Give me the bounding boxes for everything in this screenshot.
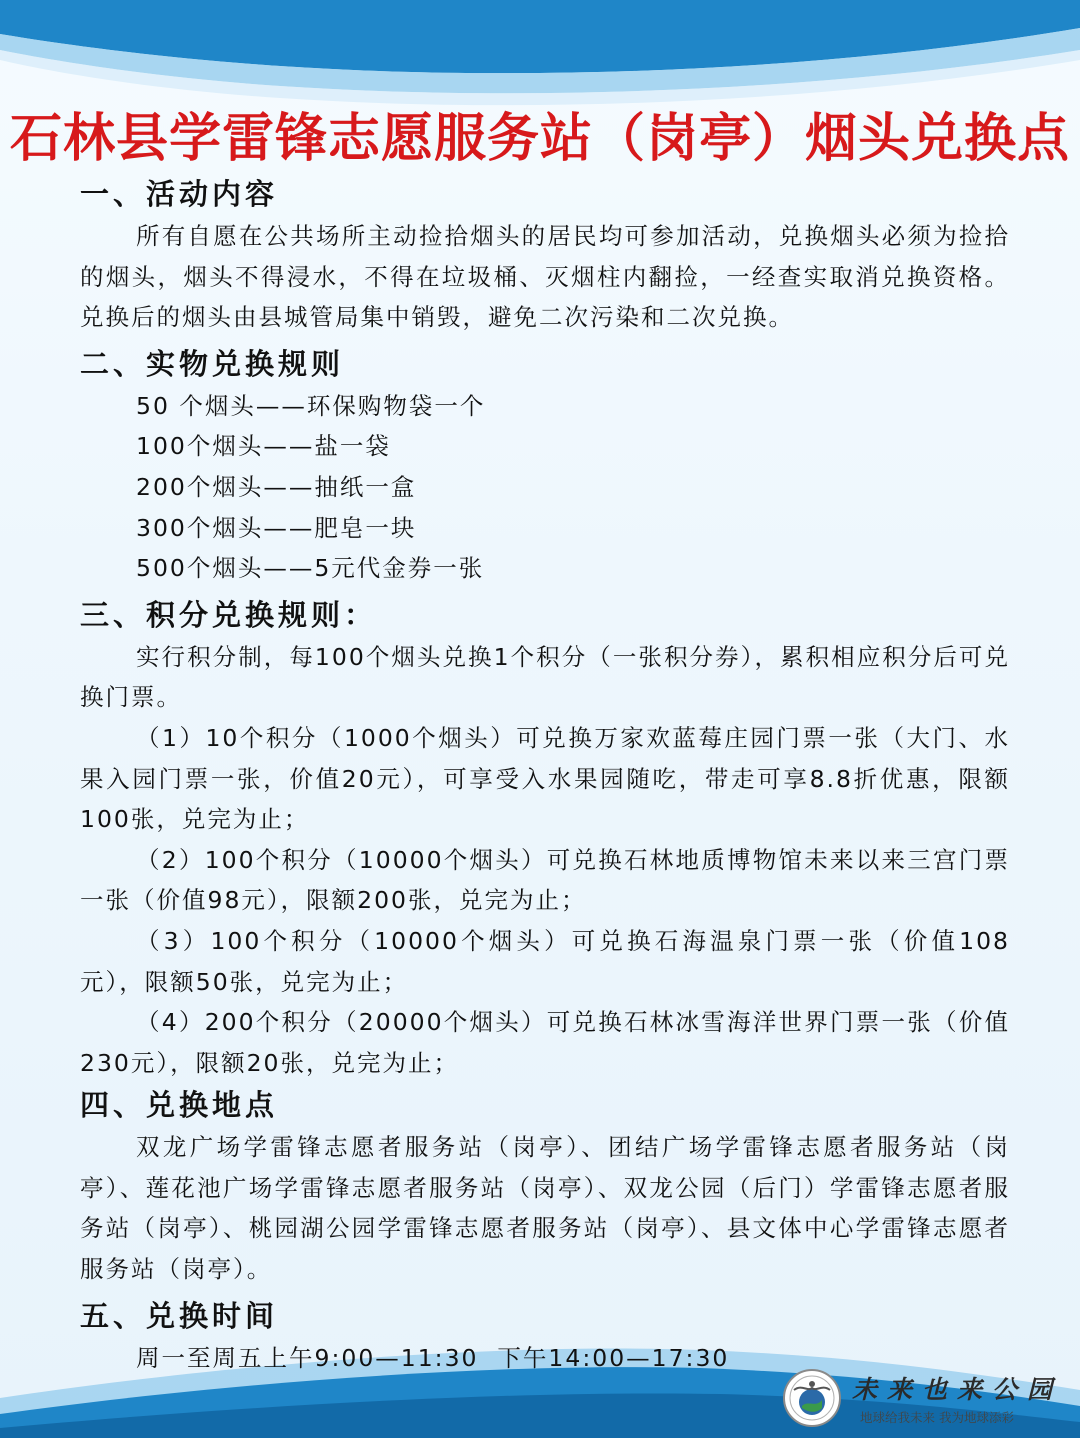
section-heading-location: 四、兑换地点 xyxy=(80,1088,279,1123)
points-intro-paragraph: 实行积分制，每100个烟头兑换1个积分（一张积分券），累积相应积分后可兑换门票。 xyxy=(80,642,1010,712)
poster-title: 石林县学雷锋志愿服务站（岗亭）烟头兑换点 xyxy=(9,109,1070,169)
list-item: 100个烟头——盐一袋 xyxy=(136,432,391,461)
activity-paragraph: 所有自愿在公共场所主动捡拾烟头的居民均可参加活动，兑换烟头必须为捡拾的烟头，烟头不得浸水，不得在垃圾桶、灭烟柱内翻捡，一经查实取消兑换资格。兑换后的烟头由县城管局集中销毁，避免二次污染和二次兑换。 xyxy=(80,222,1010,332)
points-item: （4）200个积分（20000个烟头）可兑换石林冰雪海洋世界门票一张（价值230元），限额20张，兑完为止； xyxy=(80,1008,1010,1077)
section-heading-activity: 一、活动内容 xyxy=(80,177,279,211)
list-item: 300个烟头——肥皂一块 xyxy=(136,513,417,542)
exchange-time-text: 周一至周五上午9:00—11:30 下午14:00—17:30 xyxy=(136,1343,730,1372)
section-heading-points-exchange: 三、积分兑换规则： xyxy=(80,597,378,632)
watermark-logo xyxy=(776,1366,1076,1434)
item-exchange-list xyxy=(80,386,1010,589)
watermark-slogan: 地球给我未来 我为地球添彩 xyxy=(860,1410,1014,1425)
park-emblem-icon xyxy=(782,1368,842,1428)
section-heading-time: 五、兑换时间 xyxy=(80,1298,279,1333)
section-heading-item-exchange: 二、实物兑换规则 xyxy=(80,346,345,381)
location-paragraph: 双龙广场学雷锋志愿者服务站（岗亭）、团结广场学雷锋志愿者服务站（岗亭）、莲花池广场学雷锋志愿者服务站（岗亭）、双龙公园（后门）学雷锋志愿者服务站（岗亭）、桃园湖公园学雷锋志愿者服务站（岗亭）、县文体中心学雷锋志愿者服务站（岗亭）。 xyxy=(80,1133,1010,1284)
points-item: （1）10个积分（1000个烟头）可兑换万家欢蓝莓庄园门票一张（大门、水果入园门票一张，价值20元），可享受入水果园随吃，带走可享8.8折优惠，限额100张，兑完为止； xyxy=(80,723,1010,834)
list-item: 50 个烟头——环保购物袋一个 xyxy=(136,391,486,420)
points-item: （3）100个积分（10000个烟头）可兑换石海温泉门票一张（价值108元），限额50张，兑完为止； xyxy=(80,926,1010,996)
points-item: （2）100个积分（10000个烟头）可兑换石林地质博物馆未来以来三宫门票一张（价值98元），限额200张，兑完为止； xyxy=(80,845,1010,915)
watermark-name: 未来也来公园 xyxy=(852,1375,1063,1404)
list-item: 200个烟头——抽纸一盒 xyxy=(136,472,417,501)
poster-content xyxy=(80,172,1010,1378)
list-item: 500个烟头——5元代金券一张 xyxy=(136,554,485,583)
